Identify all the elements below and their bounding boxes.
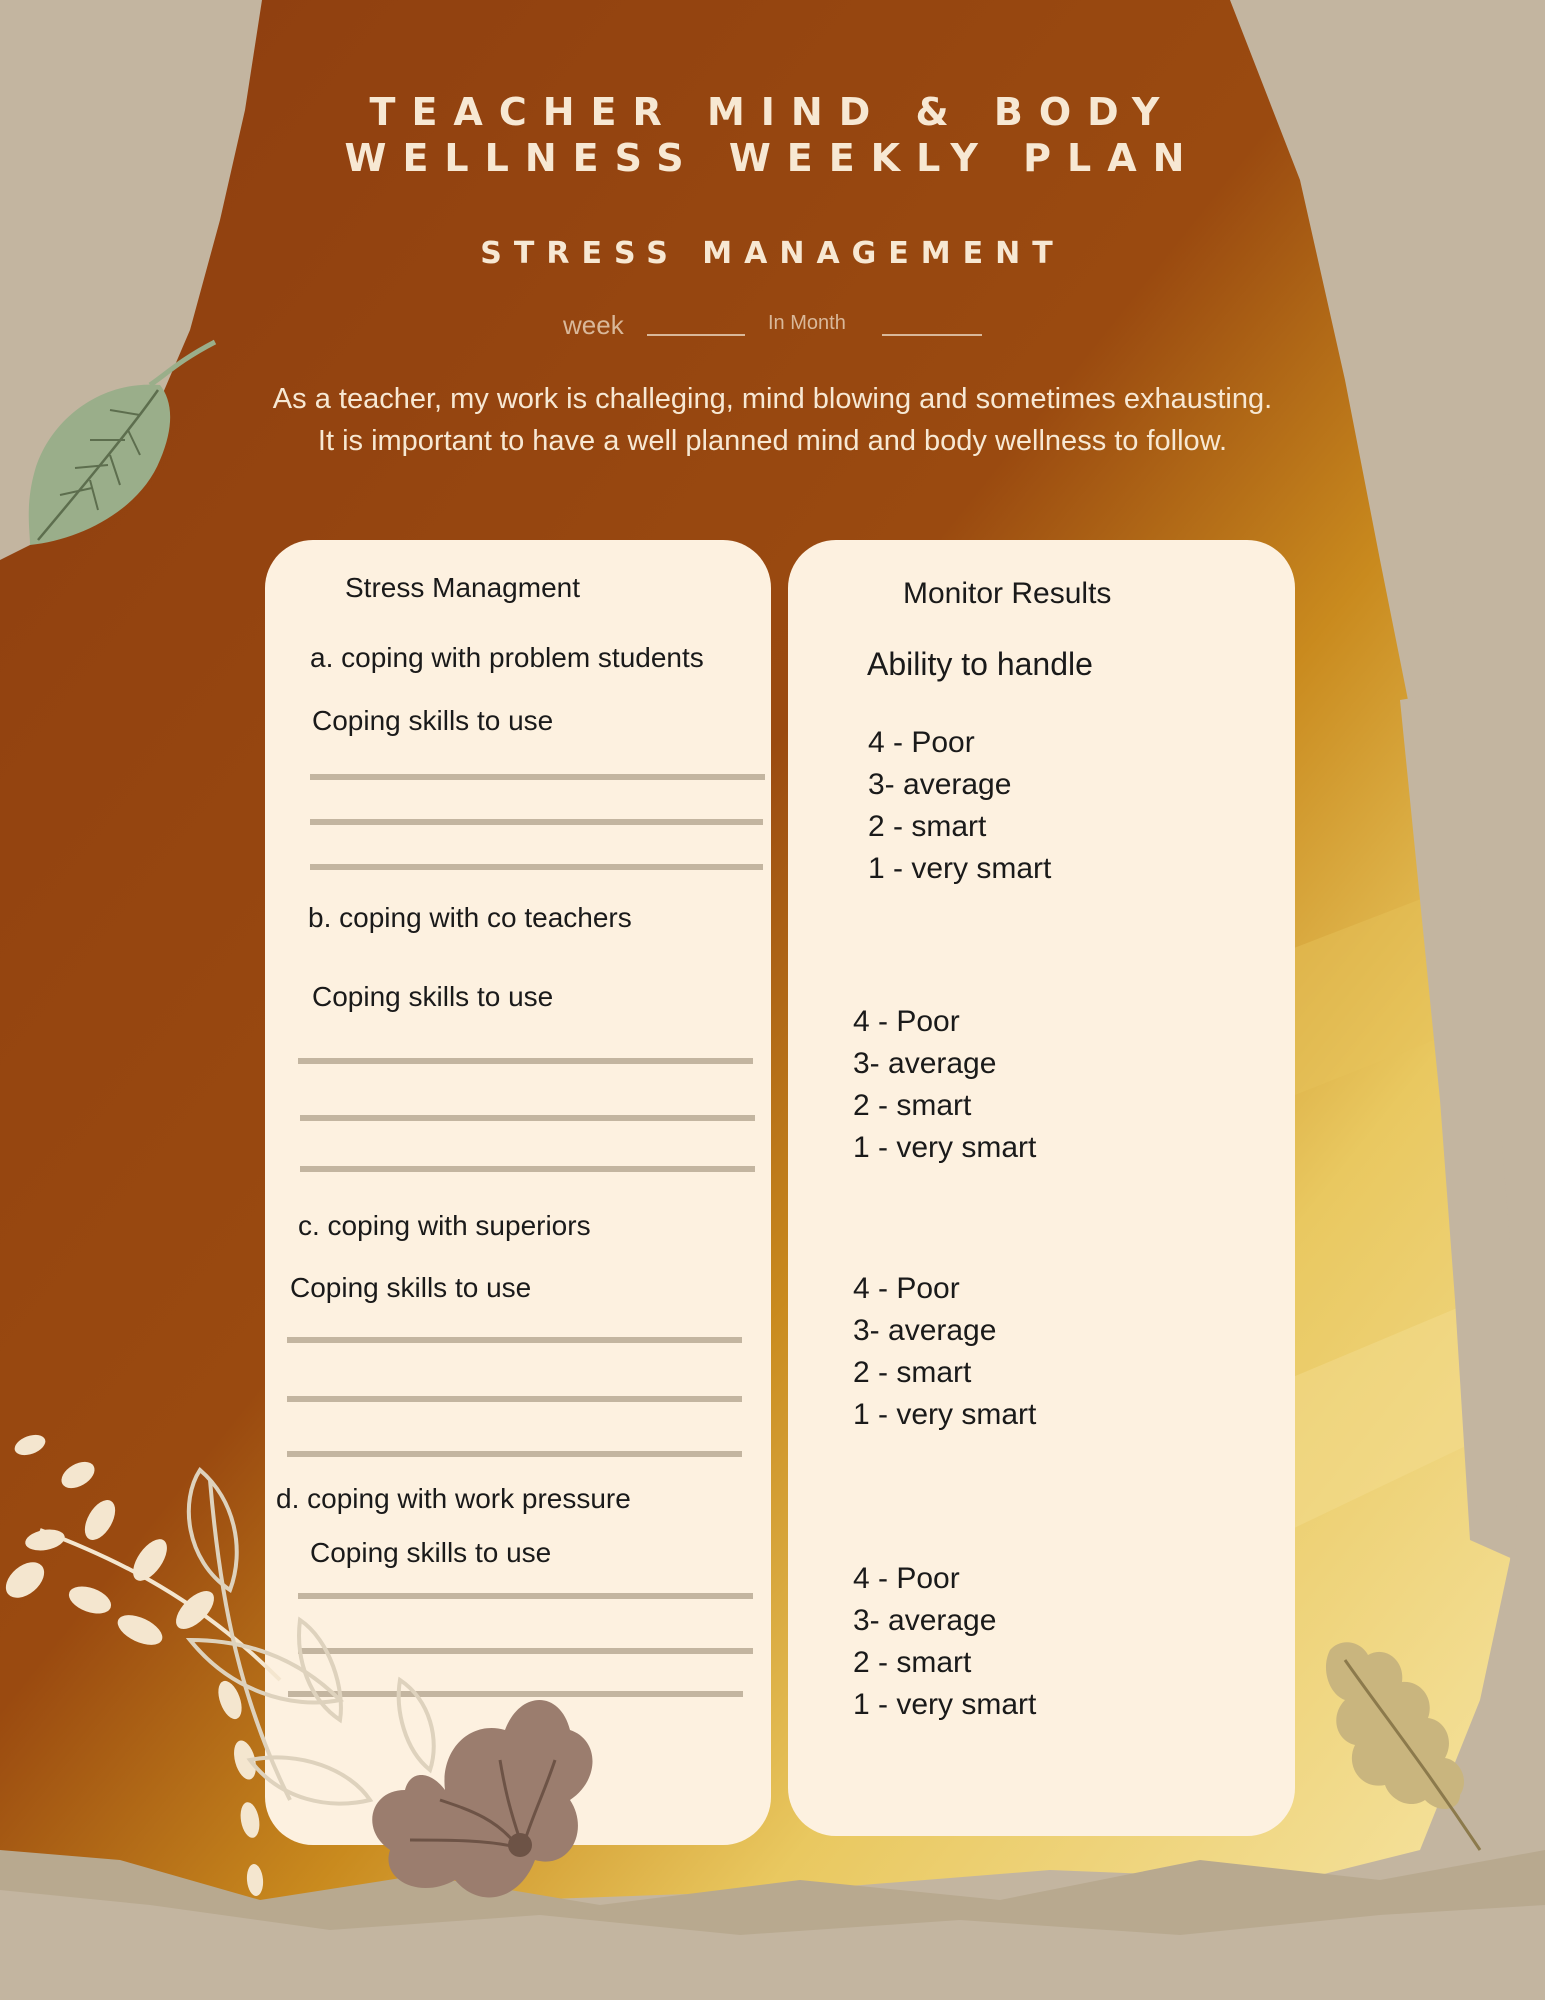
week-blank[interactable] <box>647 334 745 336</box>
rating-option[interactable]: 2 - smart <box>853 1646 972 1679</box>
section-a-line-2[interactable] <box>310 819 763 825</box>
section-a-skills-label: Coping skills to use <box>312 705 554 736</box>
section-c-line-3[interactable] <box>287 1451 742 1457</box>
title-line-1: TEACHER MIND & BODY <box>369 90 1176 134</box>
section-b-skills-label: Coping skills to use <box>312 981 554 1012</box>
section-d-title: d. coping with work pressure <box>276 1483 631 1514</box>
month-label: In Month <box>768 312 846 334</box>
section-a-line-1[interactable] <box>310 774 765 780</box>
rating-option[interactable]: 3- average <box>853 1604 997 1637</box>
intro-text <box>150 378 1395 462</box>
rating-option[interactable]: 1 - very smart <box>853 1688 1037 1721</box>
section-c-line-2[interactable] <box>287 1396 742 1402</box>
section-b-title: b. coping with co teachers <box>308 902 632 933</box>
section-d-line-2[interactable] <box>298 1648 753 1654</box>
rating-option[interactable]: 4 - Poor <box>853 1272 960 1305</box>
rating-option[interactable]: 1 - very smart <box>853 1131 1037 1164</box>
section-d-line-3[interactable] <box>288 1691 743 1697</box>
section-a-title: a. coping with problem students <box>310 642 704 673</box>
month-blank[interactable] <box>882 334 982 336</box>
section-c-line-1[interactable] <box>287 1337 742 1343</box>
section-b-line-1[interactable] <box>298 1058 753 1064</box>
rating-option[interactable]: 2 - smart <box>853 1356 972 1389</box>
monitor-results-heading: Monitor Results <box>903 577 1112 610</box>
week-label: week <box>563 310 624 340</box>
rating-scale-c <box>853 1268 1036 1436</box>
rating-scale-d <box>853 1558 1036 1726</box>
title-line-2: WELLNESS WEEKLY PLAN <box>344 136 1201 180</box>
rating-scale-b <box>853 1001 1036 1169</box>
ability-to-handle-label: Ability to handle <box>867 646 1093 682</box>
section-c-title: c. coping with superiors <box>298 1210 591 1241</box>
section-b-line-3[interactable] <box>300 1166 755 1172</box>
intro-line-1: As a teacher, my work is challeging, mind blowing and sometimes exhausting. <box>272 383 1273 415</box>
week-month-row <box>0 310 1545 350</box>
rating-option[interactable]: 1 - very smart <box>868 852 1052 885</box>
section-d-skills-label: Coping skills to use <box>310 1537 552 1568</box>
rating-option[interactable]: 3- average <box>853 1314 997 1347</box>
intro-line-2: It is important to have a well planned mind and body wellness to follow. <box>317 425 1228 457</box>
rating-option[interactable]: 2 - smart <box>868 810 987 843</box>
rating-option[interactable]: 1 - very smart <box>853 1398 1037 1431</box>
rating-option[interactable]: 3- average <box>868 768 1012 801</box>
rating-scale-a <box>868 722 1051 890</box>
section-subtitle: STRESS MANAGEMENT <box>480 236 1065 271</box>
section-b-line-2[interactable] <box>300 1115 755 1121</box>
section-d-line-1[interactable] <box>298 1593 753 1599</box>
rating-option[interactable]: 4 - Poor <box>868 726 975 759</box>
rating-option[interactable]: 4 - Poor <box>853 1562 960 1595</box>
stress-management-heading: Stress Managment <box>345 572 580 603</box>
rating-option[interactable]: 4 - Poor <box>853 1005 960 1038</box>
rating-option[interactable]: 3- average <box>853 1047 997 1080</box>
section-a-line-3[interactable] <box>310 864 763 870</box>
rating-option[interactable]: 2 - smart <box>853 1089 972 1122</box>
section-c-skills-label: Coping skills to use <box>290 1272 532 1303</box>
